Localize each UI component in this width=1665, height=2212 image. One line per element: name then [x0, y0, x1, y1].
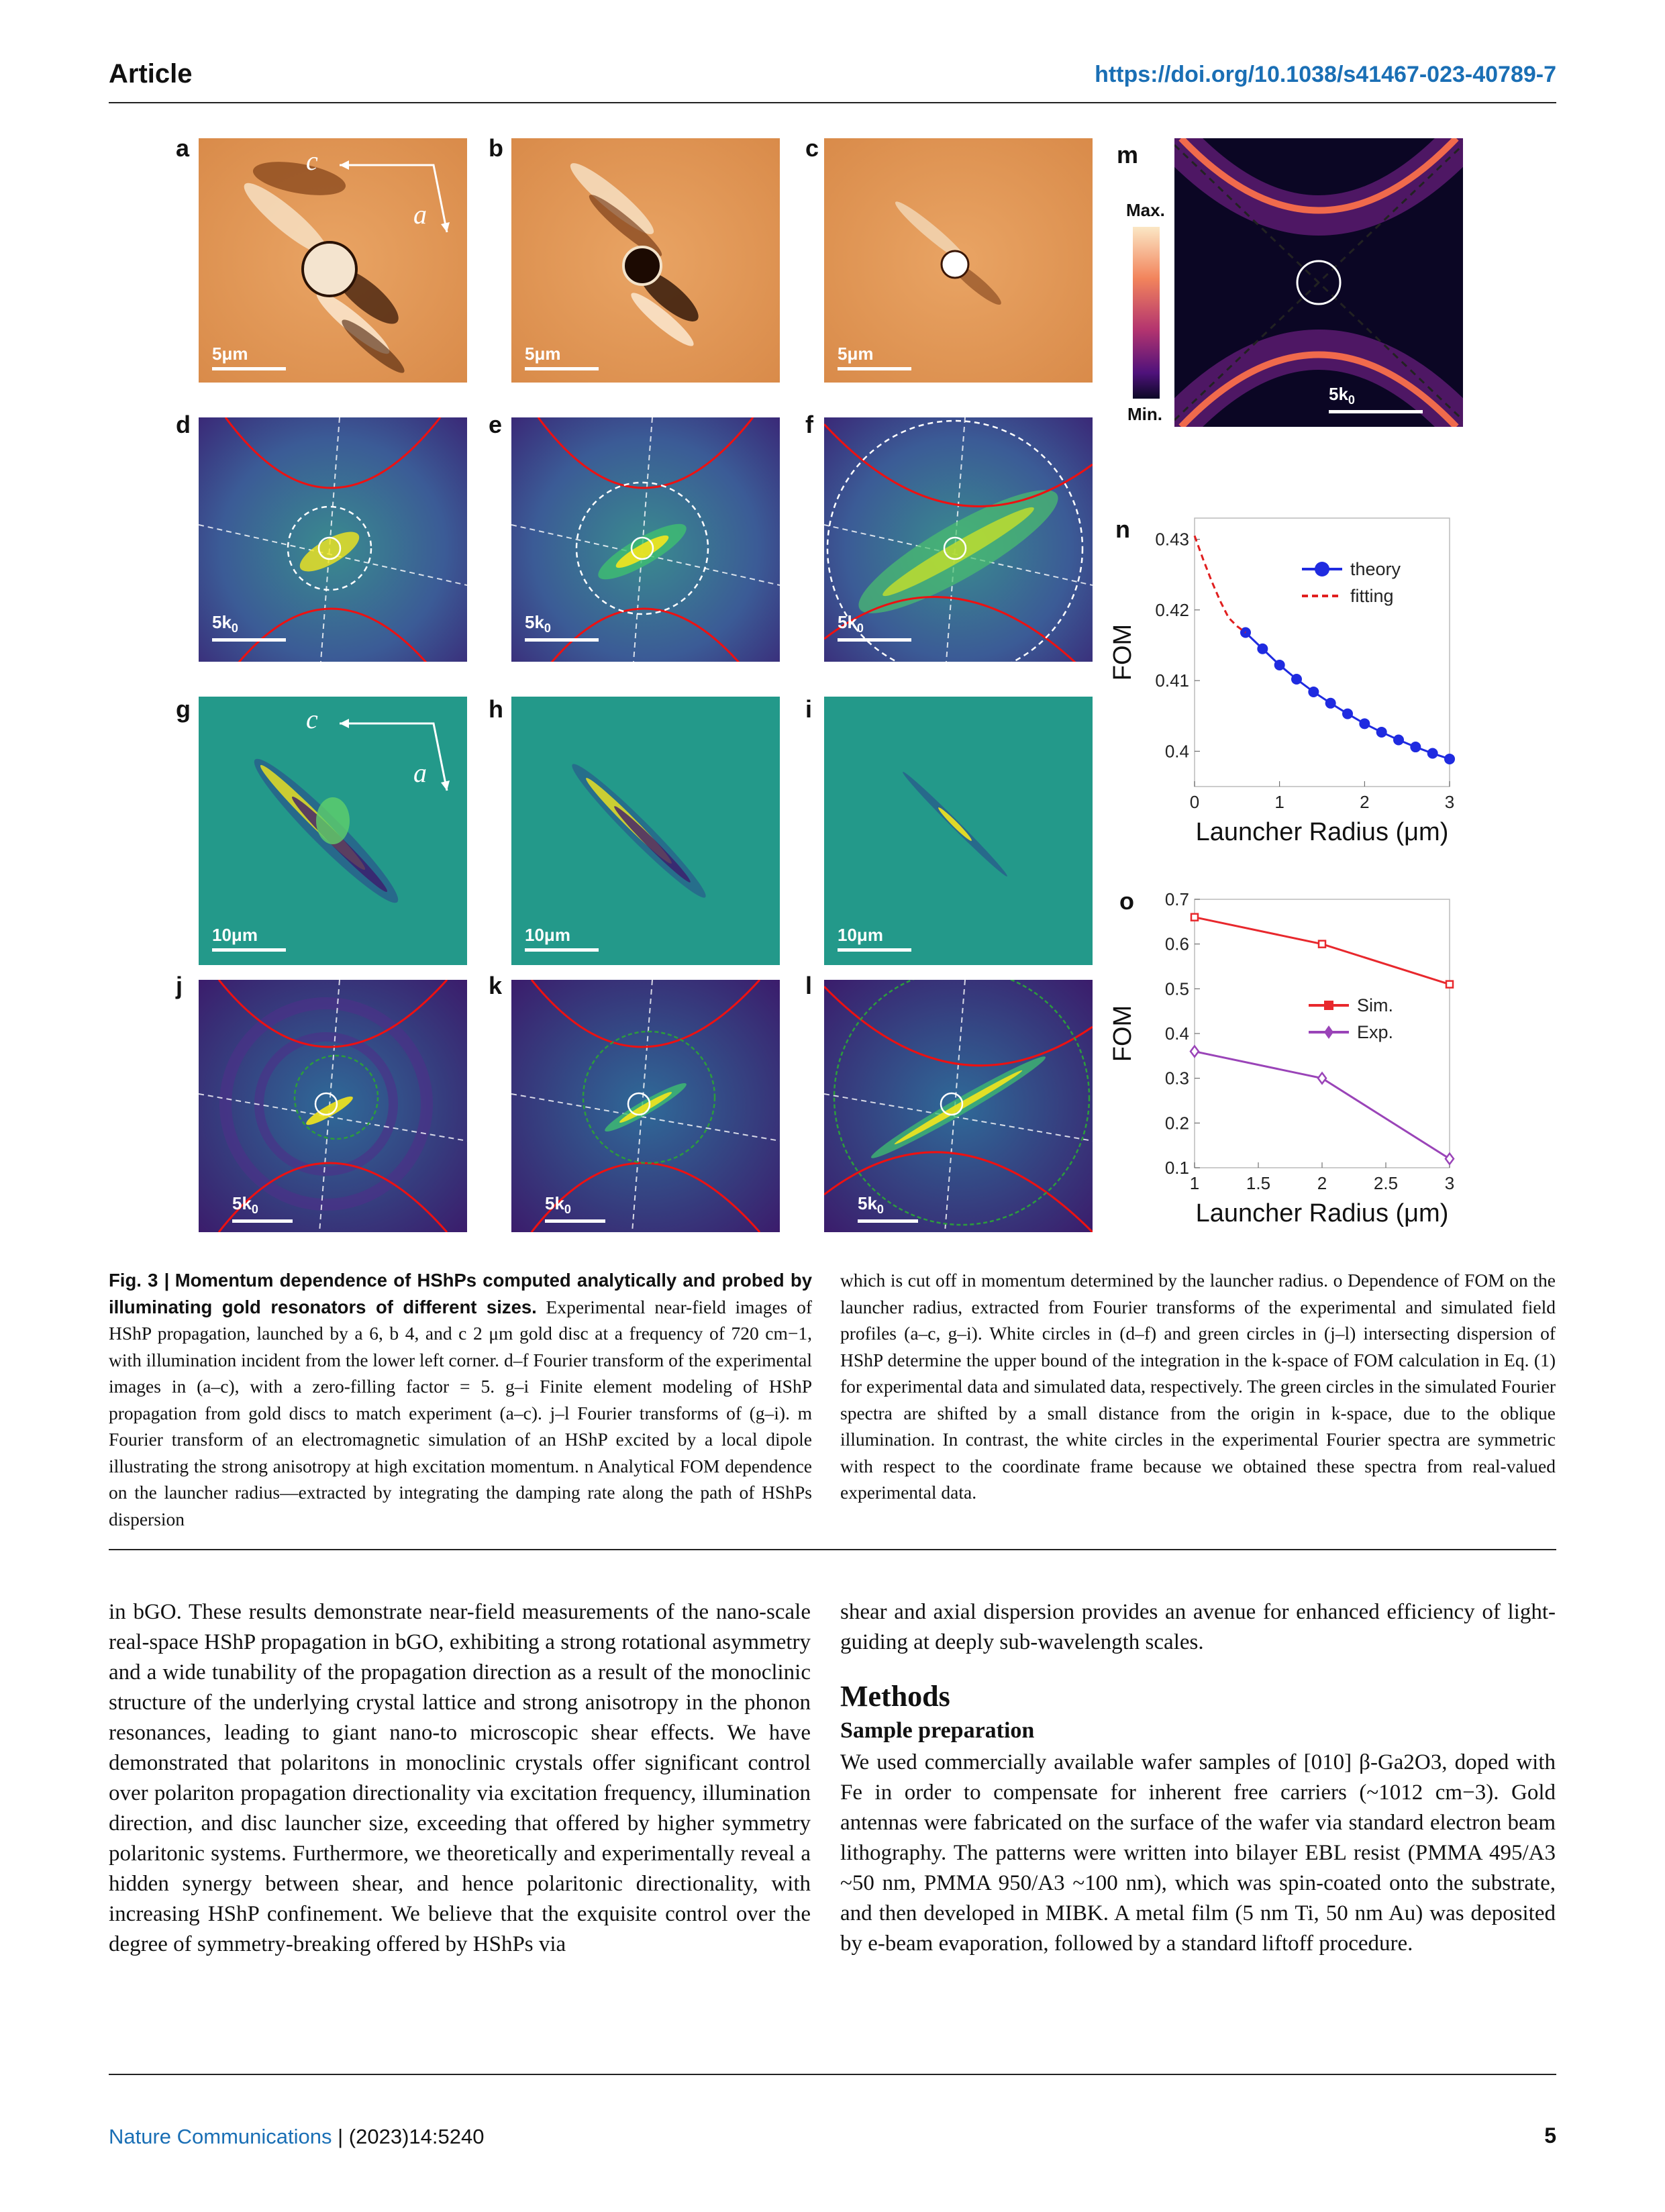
axis-a-label: a [413, 199, 427, 230]
panel-f-image [824, 417, 1093, 662]
y-axis-label: FOM [1109, 1005, 1137, 1062]
footer-citation: Nature Communications | (2023)14:5240 [109, 2125, 485, 2148]
chart-n [1101, 505, 1476, 854]
data-point [1257, 644, 1268, 654]
panel-a-image [199, 138, 467, 383]
y-tick-label: 0.1 [1164, 1158, 1189, 1178]
panel-f-label: f [805, 411, 813, 438]
data-point [1376, 727, 1387, 738]
axis-c-label: c [306, 704, 318, 734]
data-point [1410, 742, 1421, 752]
y-tick-label: 0.43 [1155, 529, 1189, 550]
panel-d-label: d [176, 411, 191, 438]
panel-h-image [511, 697, 780, 965]
page-number: 5 [1544, 2123, 1556, 2148]
y-tick-label: 0.4 [1164, 1023, 1189, 1044]
scale-bar: 5μm [212, 344, 286, 370]
x-tick-label: 1 [1274, 792, 1284, 812]
y-tick-label: 0.41 [1155, 670, 1189, 691]
header-rule [109, 102, 1556, 103]
panel-e-image [511, 417, 780, 662]
data-point [1191, 1046, 1199, 1057]
legend-marker [1324, 1025, 1333, 1039]
data-point [1427, 748, 1438, 759]
y-axis-label: FOM [1109, 623, 1137, 681]
scale-bar: $5k_0$ [212, 612, 286, 642]
caption-rule [109, 1549, 1556, 1550]
x-tick-label: 1 [1189, 1173, 1200, 1193]
panel-b-label: b [489, 134, 503, 162]
axis-c-label: c [306, 146, 318, 176]
body-text-left: in bGO. These results demonstrate near-field measurements of the nano-scale real-space HShP propagation in bGO, exhibiting a strong rotational asymmetry and a wide tunability of the propagation direction as a result of the monoclinic structure of the underlying crystal lattice and strong anisotropy in the phonon resonances, leading to giant nano-to microscopic shear effects. We have demonstrated that polaritons in monoclinic crystals offer significant control over polariton propagation directionality via excitation frequency, illumination direction, and disc launcher size, exceeding that offered by higher symmetry polaritonic systems. Furthermore, we theoretically and experimentally reveal a hidden synergy between shear, and hence polaritonic directionality, with increasing HShP confinement. We believe that the exquisite control over the degree of symmetry-breaking offered by HShPs via [109, 1600, 811, 1956]
scale-bar: 10μm [525, 925, 599, 952]
y-tick-label: 0.3 [1164, 1068, 1189, 1089]
panel-n-label: n [1115, 515, 1130, 543]
scale-bar: 10μm [838, 925, 911, 952]
data-point [1446, 1154, 1454, 1164]
scale-bar: 5μm [525, 344, 599, 370]
panel-c-image [824, 138, 1093, 383]
x-tick-label: 2.5 [1373, 1173, 1399, 1193]
x-axis-label: Launcher Radius (μm) [1195, 818, 1449, 846]
panel-k-image [511, 980, 780, 1232]
y-tick-label: 0.42 [1155, 599, 1189, 620]
data-point [1191, 914, 1198, 921]
legend-marker [1324, 1001, 1333, 1010]
data-point [1319, 941, 1325, 948]
scale-bar: 10μm [212, 925, 286, 952]
panel-i-image [824, 697, 1093, 965]
panel-k-label: k [489, 972, 503, 999]
legend-label: theory [1350, 559, 1401, 579]
legend-label: fitting [1350, 586, 1394, 606]
panel-d-image [199, 417, 467, 662]
data-point [1291, 674, 1302, 685]
panel-c-label: c [805, 134, 819, 162]
colorbar-min: Min. [1127, 404, 1162, 424]
y-tick-label: 0.5 [1164, 978, 1189, 999]
data-point [1325, 698, 1336, 709]
x-tick-label: 2 [1317, 1173, 1327, 1193]
panel-m-label: m [1117, 141, 1139, 168]
figure-caption-col2: which is cut off in momentum determined by the launcher radius. o Dependence of FOM on the launcher radius, extracted from Fourier transforms of the experimental and simulated field profiles (a–c, g–i). White circles in (d–f) and green circles in (j–l) intersecting dispersion of HShP determine the upper bound of the integration in the k-space of FOM calculation in Eq. (1) for experimental data and simulated data, respectively. The green circles in the simulated Fourier spectra are shifted by a small distance from the origin in k-space, due to the oblique illumination. In contrast, the white circles in the experimental Fourier spectra are symmetric with respect to the coordinate frame because we obtained these spectra from real-valued experimental data. [840, 1270, 1556, 1503]
body-text-right-top: shear and axial dispersion provides an avenue for enhanced efficiency of light-guiding at deeply sub-wavelength scales. [840, 1600, 1556, 1654]
y-tick-label: 0.7 [1164, 889, 1189, 909]
data-point [1318, 1073, 1326, 1084]
x-tick-label: 3 [1444, 1173, 1455, 1193]
axis-a-label: a [413, 758, 427, 788]
panel-j-label: j [176, 972, 183, 999]
body-text-right-bottom: We used commercially available wafer samples of [010] β-Ga2O3, doped with Fe in order to compensate for inherent free carriers (~1012 cm−3). Gold antennas were fabricated on the surface of the wafer via standard electron beam lithography. The patterns were written into bilayer EBL resist (PMMA 495/A3 ~50 nm, PMMA 950/A3 ~100 nm), which was spin-coated onto the substrate, and then developed in MIBK. A metal film (5 nm Ti, 50 nm Au) was deposited by e-beam evaporation, followed by a standard liftoff procedure. [840, 1750, 1556, 1956]
x-tick-label: 2 [1360, 792, 1370, 812]
panel-o-label: o [1119, 887, 1134, 915]
panel-a-label: a [176, 134, 190, 162]
data-point [1444, 754, 1455, 764]
sample-prep-heading: Sample preparation [840, 1718, 1035, 1743]
series-line [1195, 917, 1450, 985]
panel-h-label: h [489, 695, 503, 723]
panel-l-label: l [805, 972, 813, 999]
scale-bar: $5k_0$ [232, 1193, 293, 1223]
data-point [1274, 660, 1285, 670]
panel-g-label: g [176, 695, 191, 723]
x-tick-label: 3 [1444, 792, 1455, 812]
series-line [1195, 536, 1246, 632]
panel-l-image [824, 980, 1093, 1232]
x-tick-label: 1.5 [1246, 1173, 1271, 1193]
methods-heading: Methods [840, 1680, 950, 1713]
legend-label: Sim. [1357, 995, 1393, 1015]
scale-bar: 5μm [838, 344, 911, 370]
footer-rule [109, 2074, 1556, 2075]
x-tick-label: 0 [1189, 792, 1200, 812]
scale-bar: $5k_0$ [545, 1193, 605, 1223]
y-tick-label: 0.6 [1164, 934, 1189, 954]
data-point [1359, 718, 1370, 729]
panel-i-label: i [805, 695, 813, 723]
panel-e-label: e [489, 411, 503, 438]
data-point [1308, 687, 1319, 697]
series-line [1246, 633, 1450, 759]
colorbar-max: Max. [1126, 200, 1165, 220]
scale-bar: $5k_0$ [838, 612, 911, 642]
article-label: Article [109, 59, 193, 89]
scale-bar: $5k_0$ [1329, 384, 1423, 413]
x-axis-label: Launcher Radius (μm) [1195, 1199, 1449, 1227]
doi-link[interactable]: https://doi.org/10.1038/s41467-023-40789-7 [1095, 62, 1556, 87]
colorbar [1133, 227, 1160, 399]
figure-caption-col1: Fig. 3 | Momentum dependence of HShPs computed analytically and probed by illuminating gold resonators of different sizes. Experimental near-field images of HShP propagation, launched by a 6, b 4, and c 2 μm gold disc at a frequency of 720 cm−1, with illumination incident from the lower left corner. d–f Fourier transform of the experimental images in (a–c), with a zero-filling factor = 5. g–i Finite element modeling of HShP propagation from gold discs to match experiment (a–c). j–l Fourier transforms of (g–i). m Fourier transform of an electromagnetic simulation of an HShP excited by a local dipole illustrating the strong anisotropy at high excitation momentum. n Analytical FOM dependence on the launcher radius—extracted by integrating the damping rate along the path of HShPs dispersion [109, 1270, 812, 1529]
data-point [1393, 735, 1404, 746]
chart-o [1101, 879, 1476, 1248]
data-point [1446, 981, 1453, 988]
legend-marker [1315, 562, 1329, 576]
panel-g-image [199, 697, 467, 965]
series-line [1195, 1052, 1450, 1159]
panel-m-image [1174, 138, 1463, 427]
panel-b-image [511, 138, 780, 383]
y-tick-label: 0.2 [1164, 1113, 1189, 1134]
panel-j-image [199, 980, 467, 1232]
scale-bar: $5k_0$ [858, 1193, 918, 1223]
y-tick-label: 0.4 [1164, 741, 1189, 762]
data-point [1342, 709, 1353, 719]
scale-bar: $5k_0$ [525, 612, 599, 642]
legend-label: Exp. [1357, 1022, 1394, 1042]
